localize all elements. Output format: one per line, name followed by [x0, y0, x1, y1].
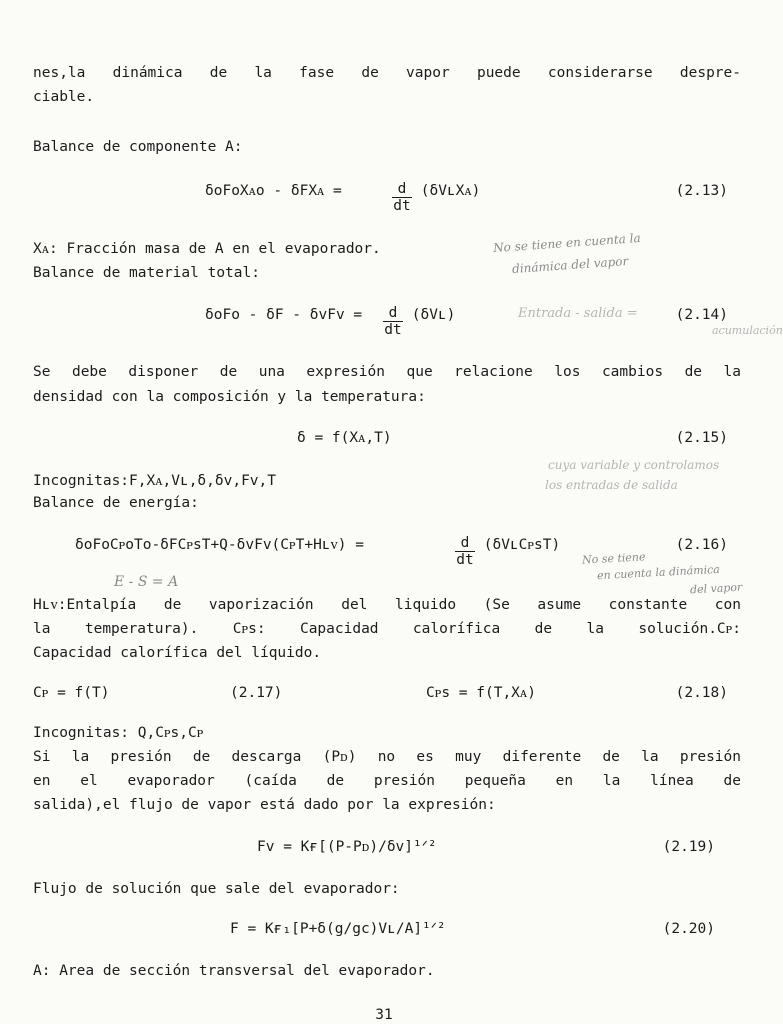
derivative-operator: $\frac{d}{dt}$	[384, 305, 402, 338]
text-line: densidad con la composición y la temperatura:	[33, 389, 426, 405]
equation-right: (δVʟXᴀ)	[412, 183, 481, 199]
section-heading: Balance de energía:	[33, 495, 199, 511]
text-line: Xᴀ: Fracción masa de A en el evaporador.	[33, 241, 381, 257]
equation-2-18: Cᴘs = f(T,Xᴀ)	[426, 685, 536, 701]
derivative-operator: $\frac{d}{dt}$	[456, 535, 474, 568]
text-line: salida),el flujo de vapor está dado por la expresión:	[33, 797, 496, 813]
text-line: Capacidad calorífica del líquido.	[33, 645, 322, 661]
text-line: Flujo de solución que sale del evaporador:	[33, 881, 400, 897]
equation-2-17: Cᴘ = f(T)	[33, 685, 110, 701]
equation-left: δoFo - δF - δvFv =	[205, 307, 371, 323]
equation-left: δoFoCᴘoTo-δFCᴘsT+Q-δvFv(CᴘT+Hʟᴠ) =	[75, 537, 373, 553]
page-number: 31	[375, 1007, 393, 1023]
equation-2-20: F = Kғ₁[P+δ(g/gc)Vʟ/A]¹ᐟ²	[230, 921, 446, 937]
equation-number: (2.16)	[675, 537, 728, 553]
section-heading: Balance de componente A:	[33, 139, 243, 155]
handwritten-note: dinámica del vapor	[511, 253, 629, 277]
derivative-operator: $\frac{d}{dt}$	[393, 181, 411, 214]
handwritten-note: del vapor	[689, 580, 743, 597]
handwritten-note: cuya variable y controlamos	[548, 458, 720, 472]
text-line: nes,la dinámica de la fase de vapor puede considerarse despre-	[33, 65, 741, 81]
text-line: la temperatura). Cᴘs: Capacidad calorífica de la solución.Cᴘ:	[33, 621, 741, 637]
equation-number: (2.17)	[230, 685, 283, 701]
equation-number: (2.20)	[662, 921, 715, 937]
handwritten-note: No se tiene en cuenta la	[492, 230, 642, 256]
text-line: Incognitas: Q,Cᴘs,Cᴘ	[33, 725, 204, 741]
equation-left: δoFoXᴀo - δFXᴀ =	[205, 183, 351, 199]
handwritten-note: los entradas de salida	[545, 478, 678, 492]
equation-number: (2.14)	[675, 307, 728, 323]
handwritten-note: E - S = A	[114, 574, 179, 590]
handwritten-note: en cuenta la dinámica	[596, 562, 721, 583]
equation-number: (2.18)	[675, 685, 728, 701]
equation-number: (2.15)	[675, 430, 728, 446]
handwritten-note: No se tiene	[581, 550, 646, 567]
handwritten-note: acumulación	[712, 324, 783, 337]
text-line: Si la presión de descarga (Pᴅ) no es muy diferente de la presión	[33, 749, 741, 765]
equation-number: (2.19)	[662, 839, 715, 855]
text-line: en el evaporador (caída de presión pequeña en la línea de	[33, 773, 741, 789]
text-line: Hʟᴠ:Entalpía de vaporización del liquido (Se asume constante con	[33, 597, 741, 613]
text-line: A: Area de sección transversal del evaporador.	[33, 963, 435, 979]
equation-2-15: δ = f(Xᴀ,T)	[297, 430, 392, 446]
equation-number: (2.13)	[675, 183, 728, 199]
section-heading: Balance de material total:	[33, 265, 260, 281]
text-line: Incognitas:F,Xᴀ,Vʟ,δ,δv,Fv,T	[33, 473, 276, 489]
text-line: Se debe disponer de una expresión que relacione los cambios de la	[33, 364, 741, 380]
equation-right: (δVʟ)	[403, 307, 456, 323]
handwritten-note: Entrada - salida =	[518, 306, 638, 321]
text-line: ciable.	[33, 89, 95, 105]
equation-right: (δVʟCᴘsT)	[475, 537, 561, 553]
equation-2-19: Fv = Kғ[(P-Pᴅ)/δv]¹ᐟ²	[257, 839, 437, 855]
